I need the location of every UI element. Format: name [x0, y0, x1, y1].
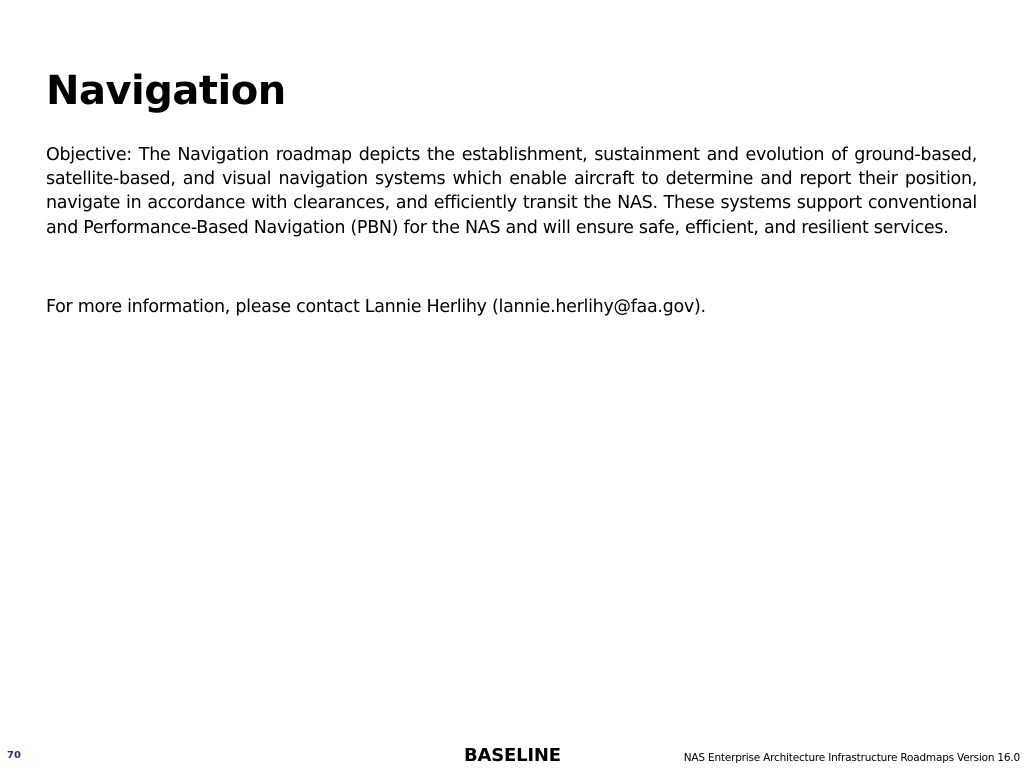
objective-paragraph: Objective: The Navigation roadmap depicts the establishment, sustainment and evolution of ground-based, satellite-based, and visual navigation systems which enable aircraft to determine and report their position, navigate in accordance with clearances, and efficiently transit the NAS. These systems support conventional and Performance-Based Navigation (PBN) for the NAS and will ensure safe, efficient, and resilient services.: [46, 145, 977, 238]
baseline-label: BASELINE: [464, 745, 561, 766]
footer-version-text: NAS Enterprise Architecture Infrastructure Roadmaps Version 16.0: [683, 752, 1020, 764]
page-number: 70: [7, 750, 21, 761]
page-title: Navigation: [46, 68, 286, 114]
contact-paragraph: For more information, please contact Lannie Herlihy (lannie.herlihy@faa.gov).: [46, 297, 706, 317]
